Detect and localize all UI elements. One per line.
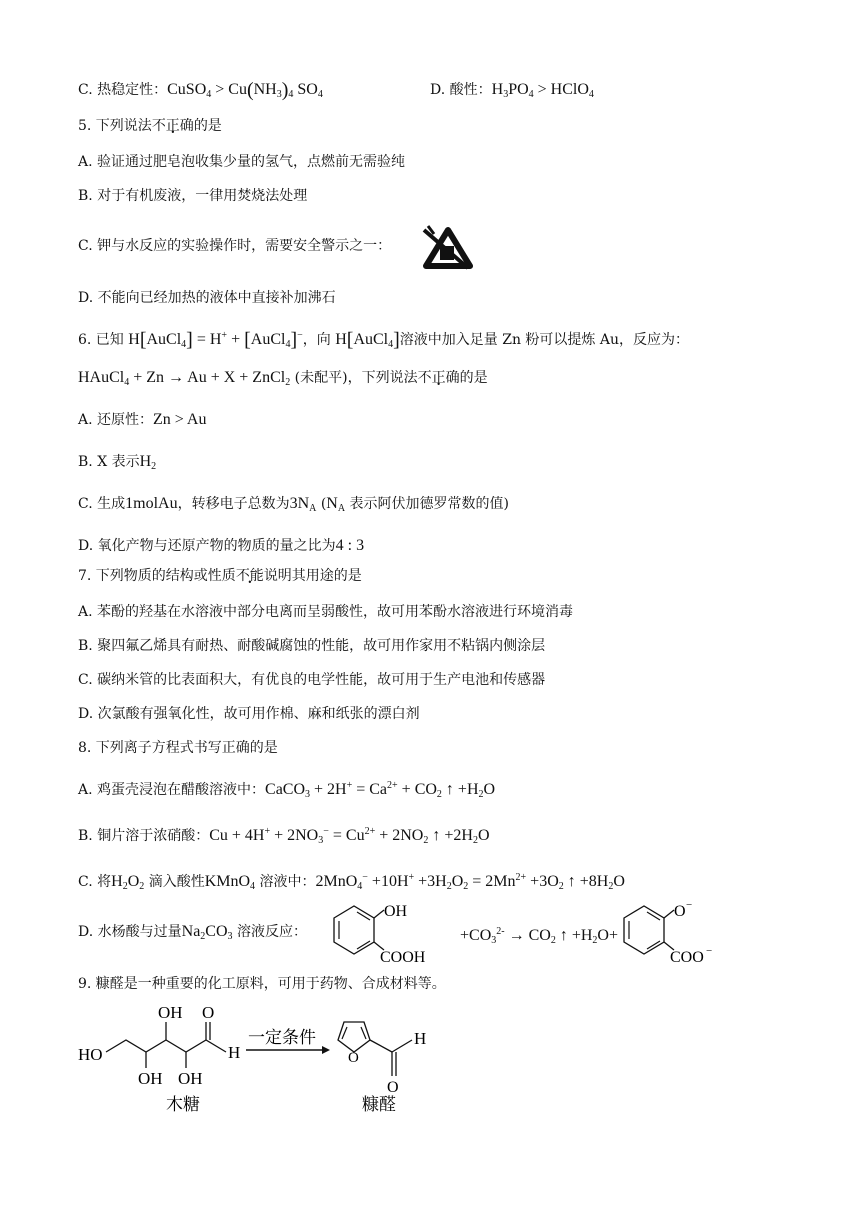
q7-option-a: A. 苯酚的羟基在水溶液中部分电离而呈弱酸性，故可用苯酚水溶液进行环境消毒 [78, 604, 574, 620]
svg-text:O: O [387, 1079, 399, 1096]
svg-text:OH: OH [178, 1069, 203, 1088]
q5-option-b: B. 对于有机废液，一律用焚烧法处理 [78, 188, 308, 204]
svg-text:O: O [674, 903, 686, 920]
q8-option-d: D. 水杨酸与过量$Na_2CO_3$ 溶液反应： [78, 923, 307, 942]
svg-text:OH: OH [138, 1069, 163, 1088]
q9-stem: 9. 糠醛是一种重要的化工原料，可用于药物、合成材料等。 [78, 976, 446, 992]
q8-d-equation-middle: $+CO_3^{2-} \to CO_2$ ↑ $+H_2O+$ [460, 926, 618, 946]
q6-option-d: D. 氧化产物与还原产物的物质的量之比为4 : 3 [78, 537, 365, 554]
q7-stem: 7. 下列物质的结构或性质不能说明其用途的是 [78, 568, 362, 584]
q8-stem: 8. 下列离子方程式书写正确的是 [78, 740, 278, 756]
svg-text:OH: OH [158, 1003, 183, 1022]
q5-stem: 5. 下列说法不正确的是 [78, 118, 222, 134]
q4-option-d: D. 酸性：$H_3PO_4$ > HClO$_4$ [430, 81, 594, 100]
q4-option-c: C. 热稳定性：CuSO$_4$ > $Cu(NH_3)_4$ $SO_4$ [78, 79, 323, 101]
svg-text:COO: COO [670, 949, 704, 966]
hazard-warning-icon [418, 222, 478, 272]
svg-text:OH: OH [384, 903, 408, 920]
svg-text:O: O [348, 1050, 359, 1066]
q5-option-a: A. 验证通过肥皂泡收集少量的氢气，点燃前无需验纯 [78, 154, 406, 170]
q6-option-a: A. 还原性：Zn > Au [78, 411, 207, 428]
q6-stem: 6. 已知 H[AuCl$_4$] = H+ + [AuCl$_4$]−，向 H[AuCl$_4$]溶液中加入足量 Zn 粉可以提炼 Au，反应为： [78, 329, 690, 351]
svg-text:H: H [228, 1043, 241, 1062]
salicylic-acid-structure [322, 898, 452, 968]
reaction-condition-label: 一定条件 [248, 1028, 316, 1047]
q6-option-c: C. 生成1molAu，转移电子总数为$3N_A$ ($N_A$ 表示阿伏加德罗常数的值) [78, 495, 510, 514]
q5-option-d: D. 不能向已经加热的液体中直接补加沸石 [78, 290, 336, 306]
q8-option-b: B. 铜片溶于浓硝酸：$Cu + 4H^+ + 2NO_3^- = Cu^{2+} + 2NO_2$ ↑ $+2H_2O$ [78, 826, 490, 846]
furfural-label: 糠醛 [362, 1095, 396, 1114]
q8-option-c: C. 将$H_2O_2$ 滴入酸性KMnO$_4$ 溶液中：$2MnO_4^- +10H^+ +3H_2O_2 = 2Mn^{2+} +3O_2$ ↑ $+8H_2O$ [78, 872, 625, 892]
svg-text:O: O [202, 1003, 215, 1022]
q7-option-c: C. 碳纳米管的比表面积大，有优良的电学性能，故可用于生产电池和传感器 [78, 672, 546, 688]
q7-option-b: B. 聚四氟乙烯具有耐热、耐酸碱腐蚀的性能，故可用作家用不粘锅内侧涂层 [78, 638, 546, 654]
q6-option-b: B. X 表示$H_2$ [78, 453, 157, 472]
svg-text:−: − [706, 945, 713, 957]
q5-option-c: C. 钾与水反应的实验操作时，需要安全警示之一： [78, 238, 392, 254]
svg-text:H: H [414, 1029, 427, 1048]
q6-equation: HAuCl$_4$ + Zn → Au + X + ZnCl$_2$ (未配平)，下列说法不正确的是 [78, 369, 488, 388]
q7-option-d: D. 次氯酸有强氧化性，故可用作棉、麻和纸张的漂白剂 [78, 706, 420, 722]
svg-text:COOH: COOH [380, 949, 426, 966]
svg-text:HO: HO [78, 1045, 103, 1064]
svg-text:−: − [686, 899, 693, 911]
xylose-label: 木糖 [166, 1095, 200, 1114]
xylose-to-furfural-scheme [74, 1000, 454, 1120]
q8-option-a: A. 鸡蛋壳浸泡在醋酸溶液中：CaCO$_3$ + $2H^+ = Ca^{2+} + CO_2$ ↑ $+H_2O$ [78, 780, 496, 800]
salicylate-structure [612, 898, 742, 968]
